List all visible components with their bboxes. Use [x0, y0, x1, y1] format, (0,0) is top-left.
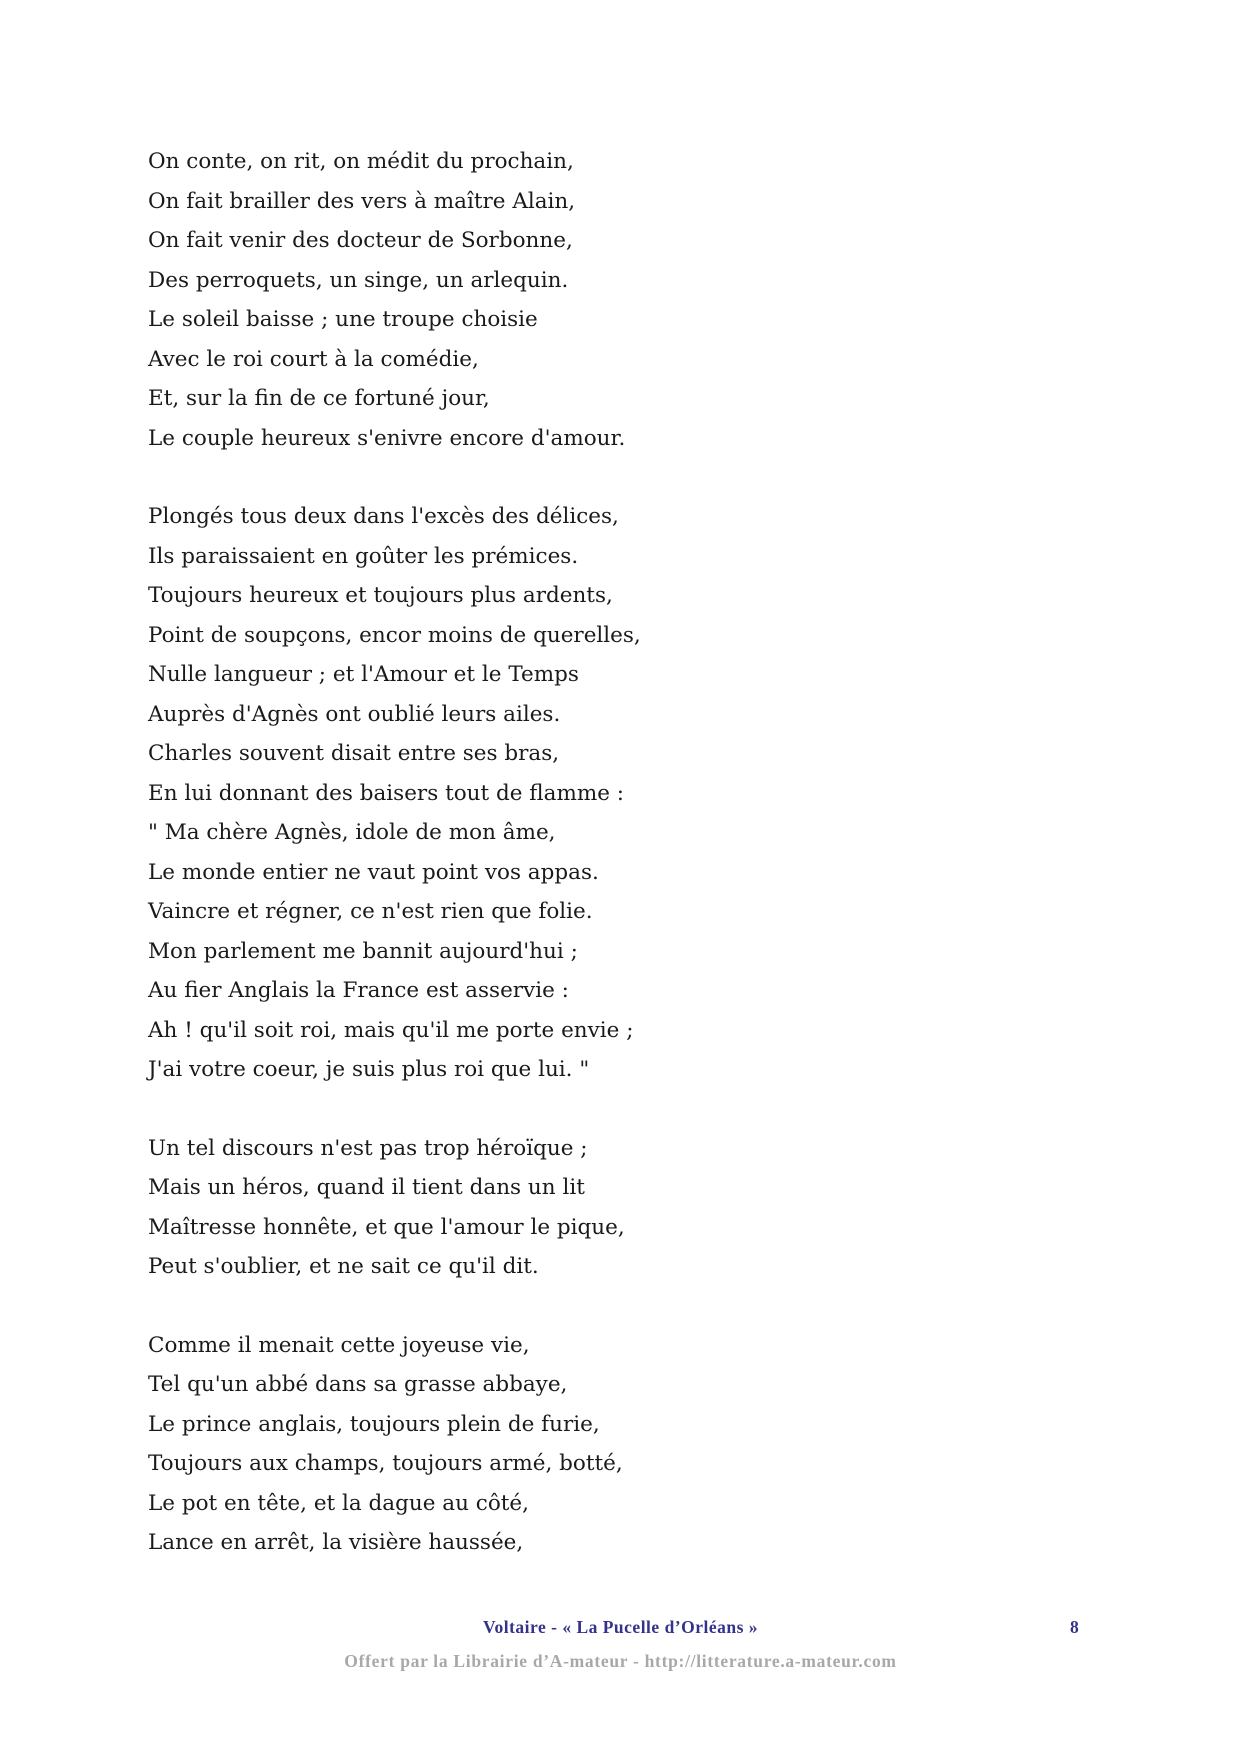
- poem-line: Point de soupçons, encor moins de querelles,: [148, 622, 641, 648]
- poem-line: Plongés tous deux dans l'excès des délices,: [148, 504, 619, 529]
- stanza: [148, 1129, 1048, 1287]
- poem-line: On conte, on rit, on médit du prochain,: [148, 149, 574, 174]
- poem-line: Toujours heureux et toujours plus ardents,: [148, 583, 613, 608]
- poem-body: [148, 142, 1048, 1602]
- page-number: 8: [1070, 1617, 1079, 1637]
- stanza: [148, 142, 1048, 458]
- poem-line: Nulle langueur ; et l'Amour et le Temps: [148, 662, 579, 687]
- poem-line: Peut s'oublier, et ne sait ce qu'il dit.: [148, 1254, 539, 1279]
- poem-line: Un tel discours n'est pas trop héroïque ;: [148, 1135, 588, 1161]
- poem-line: Le prince anglais, toujours plein de furie,: [148, 1411, 600, 1437]
- poem-line: Ils paraissaient en goûter les prémices.: [148, 543, 579, 569]
- poem-line: Le soleil baisse ; une troupe choisie: [148, 307, 538, 332]
- poem-line: On fait venir des docteur de Sorbonne,: [148, 228, 573, 253]
- poem-line: Avec le roi court à la comédie,: [148, 346, 479, 372]
- poem-line: Auprès d'Agnès ont oublié leurs ailes.: [148, 701, 561, 727]
- poem-line: Tel qu'un abbé dans sa grasse abbaye,: [148, 1372, 568, 1397]
- poem-line: Mais un héros, quand il tient dans un lit: [148, 1175, 585, 1200]
- poem-line: Maîtresse honnête, et que l'amour le pique,: [148, 1214, 625, 1240]
- poem-line: " Ma chère Agnès, idole de mon âme,: [148, 820, 556, 845]
- poem-line: Et, sur la fin de ce fortuné jour,: [148, 386, 490, 411]
- poem-line: Le monde entier ne vaut point vos appas.: [148, 859, 599, 885]
- poem-line: Au fier Anglais la France est asservie :: [148, 978, 569, 1003]
- poem-line: Mon parlement me bannit aujourd'hui ;: [148, 938, 578, 964]
- poem-line: J'ai votre coeur, je suis plus roi que lui. ": [148, 1057, 590, 1082]
- poem-line: Ah ! qu'il soit roi, mais qu'il me porte envie ;: [148, 1017, 634, 1043]
- poem-line: Comme il menait cette joyeuse vie,: [148, 1332, 530, 1358]
- footer-title: Voltaire - « La Pucelle d’Orléans »: [482, 1617, 759, 1637]
- poem-line: En lui donnant des baisers tout de flamme :: [148, 780, 625, 806]
- poem-line: Charles souvent disait entre ses bras,: [148, 741, 560, 766]
- poem-line: On fait brailler des vers à maître Alain,: [148, 188, 576, 214]
- poem-line: Lance en arrêt, la visière haussée,: [148, 1530, 524, 1555]
- poem-line: Toujours aux champs, toujours armé, botté,: [148, 1451, 623, 1476]
- poem-line: Le couple heureux s'enivre encore d'amour.: [148, 425, 626, 451]
- poem-line: Le pot en tête, et la dague au côté,: [148, 1490, 529, 1516]
- footer-offer: Offert par la Librairie d’A-mateur - http://litterature.a-mateur.com: [344, 1651, 897, 1671]
- poem-line: Vaincre et régner, ce n'est rien que folie.: [148, 899, 593, 924]
- poem-line: Des perroquets, un singe, un arlequin.: [148, 267, 569, 293]
- stanza: [148, 1326, 1048, 1563]
- stanza: [148, 497, 1048, 1090]
